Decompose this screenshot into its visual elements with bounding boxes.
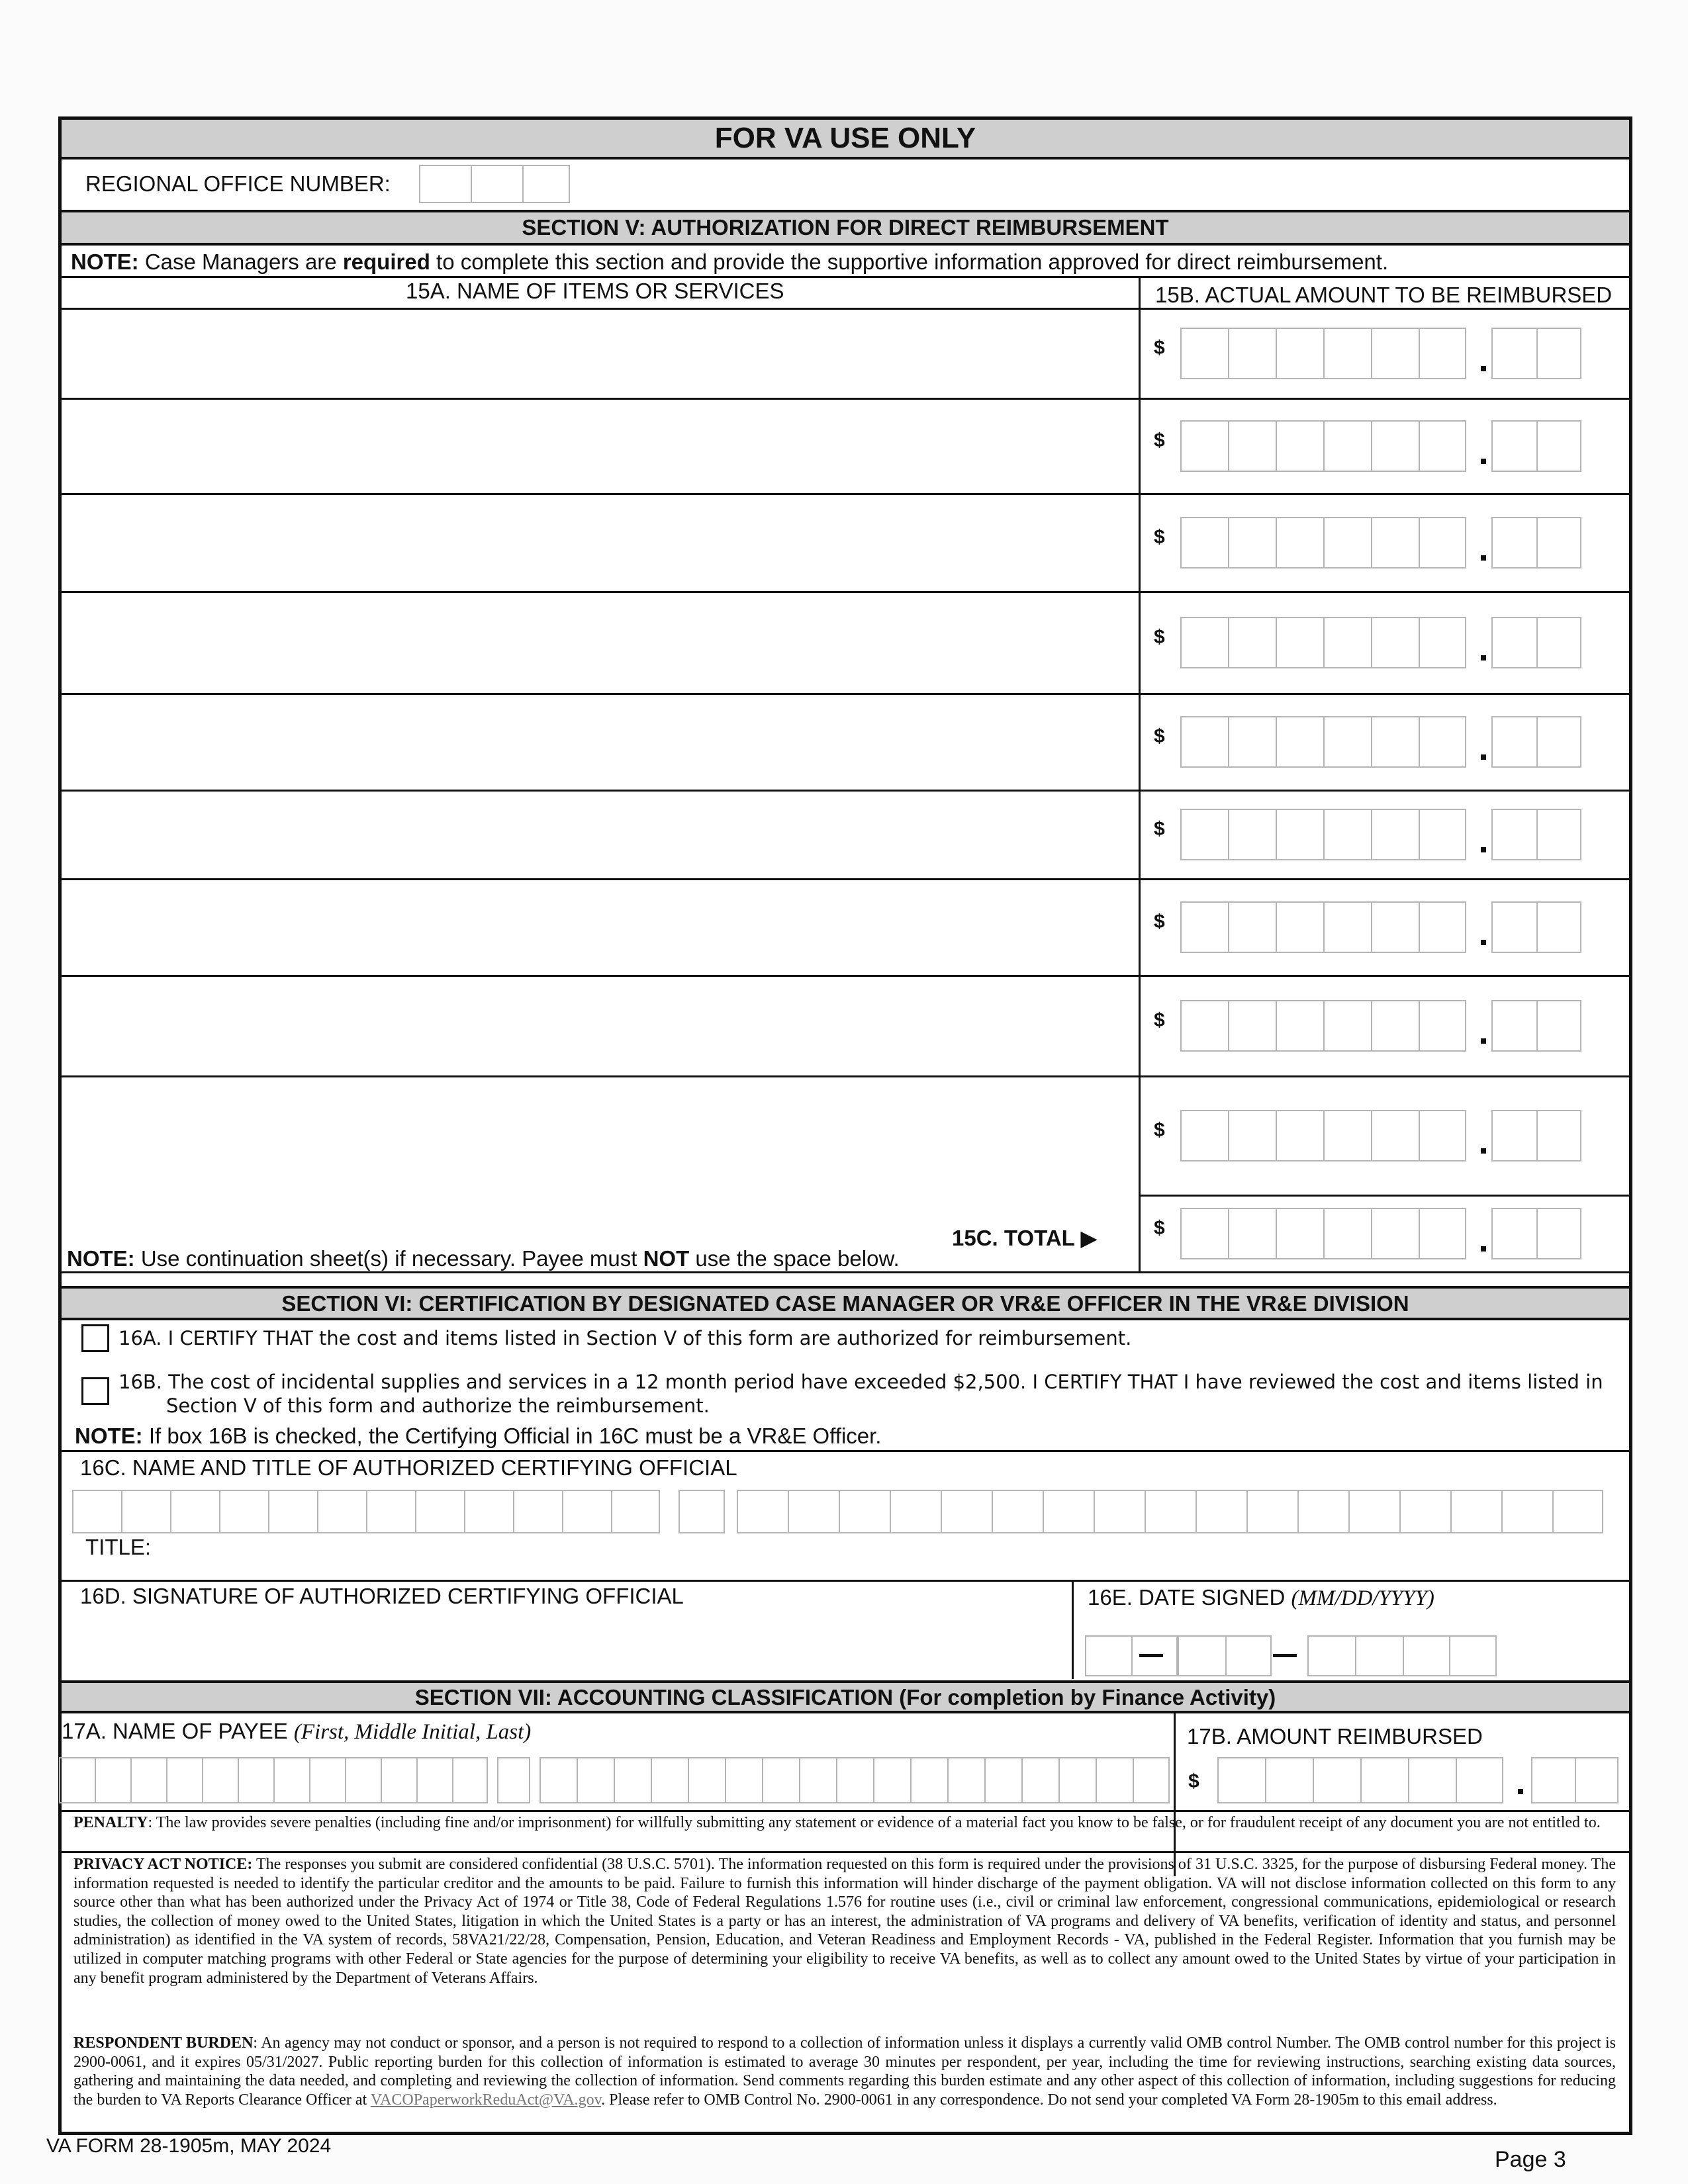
item-name-field[interactable]	[75, 700, 1127, 783]
dollar-sign: $	[1154, 1217, 1165, 1239]
amount-row-5-cents-field[interactable]	[1491, 716, 1581, 768]
date-year-field[interactable]	[1307, 1635, 1497, 1676]
divider	[62, 1851, 1629, 1853]
row-divider	[62, 878, 1629, 880]
checkbox-16b[interactable]	[81, 1377, 109, 1405]
form-id: VA FORM 28-1905m, MAY 2024	[46, 2135, 332, 2157]
item-name-field[interactable]	[75, 404, 1127, 486]
row-divider	[62, 693, 1629, 695]
divider	[62, 1271, 1629, 1273]
divider	[62, 1580, 1629, 1582]
amount-row-9-dollars-field[interactable]	[1180, 1110, 1466, 1161]
dollar-sign: $	[1154, 725, 1165, 747]
amount-reimbursed-label: 17B. AMOUNT REIMBURSED	[1187, 1724, 1483, 1749]
penalty-notice: PENALTY: The law provides severe penalties (including fine and/or imprisonment) for willfully submitting any statement or evidence of a material fact you know to be false, or for fraudulent receipt of any document you are not entitled to.	[73, 1814, 1601, 1831]
row-divider	[62, 1075, 1629, 1077]
cert-16b-text-line1: 16B. The cost of incidental supplies and services in a 12 month period have exceeded $2,500. I CERTIFY THAT I have reviewed the cost and items listed in	[118, 1371, 1603, 1393]
payee-last-name-field[interactable]	[539, 1757, 1170, 1803]
amount-row-9-cents-field[interactable]	[1491, 1110, 1581, 1161]
decimal-point	[1481, 459, 1486, 464]
continuation-note: NOTE: Use continuation sheet(s) if necessary. Payee must NOT use the space below.	[67, 1246, 900, 1271]
amount-row-6-dollars-field[interactable]	[1180, 809, 1466, 860]
item-name-field[interactable]	[75, 598, 1127, 686]
section-7-title: SECTION VII: ACCOUNTING CLASSIFICATION (For completion by Finance Activity)	[62, 1680, 1629, 1713]
dollar-sign: $	[1154, 526, 1165, 548]
item-name-field[interactable]	[75, 1082, 1127, 1188]
date-separator	[1139, 1654, 1163, 1657]
decimal-point	[1481, 940, 1486, 945]
respondent-burden-notice: RESPONDENT BURDEN: An agency may not conduct or sponsor, and a person is not required to respond to a collection of information unless it displays a currently valid OMB control Number. The OMB control number for this project is 2900-0061, and it expires 05/31/2027. Public reporting burden for this collection of information is estimated to average 30 minutes per respondent, per year, including the time for reviewing instructions, searching existing data sources, gathering and maintaining the data needed, and completing and reviewing the collection of information. Send comments regarding this burden estimate and any other aspect of this collection of information, including suggestions for reducing the burden to VA Reports Clearance Officer at VACOPaperworkReduAct@VA.gov. Please refer to OMB Control No. 2900-0061 in any correspondence. Do not send your completed VA Form 28-1905m to this email address.	[73, 2034, 1616, 2109]
total-amount-dollars-field[interactable]	[1180, 1208, 1466, 1259]
amount-row-3-dollars-field[interactable]	[1180, 517, 1466, 569]
amount-reimbursed-cents-field[interactable]	[1531, 1757, 1618, 1803]
row-divider	[62, 790, 1629, 792]
for-va-use-only-header: FOR VA USE ONLY	[62, 120, 1629, 159]
row-divider	[62, 591, 1629, 593]
amount-row-8-cents-field[interactable]	[1491, 1000, 1581, 1052]
column-divider	[1072, 1580, 1074, 1679]
amount-reimbursed-dollars-field[interactable]	[1217, 1757, 1503, 1803]
date-signed-label: 16E. DATE SIGNED (MM/DD/YYYY)	[1088, 1585, 1434, 1610]
dollar-sign: $	[1154, 337, 1165, 359]
dollar-sign: $	[1188, 1770, 1199, 1792]
regional-office-label: REGIONAL OFFICE NUMBER:	[85, 171, 391, 196]
dollar-sign: $	[1154, 430, 1165, 451]
divider	[62, 1450, 1629, 1452]
official-middle-initial-field[interactable]	[679, 1490, 725, 1533]
row-divider	[62, 398, 1629, 400]
decimal-point	[1481, 1148, 1486, 1154]
decimal-point	[1481, 555, 1486, 561]
clearance-officer-email-link[interactable]: VACOPaperworkReduAct@VA.gov	[370, 2091, 602, 2109]
amount-row-3-cents-field[interactable]	[1491, 517, 1581, 569]
item-name-field[interactable]	[75, 796, 1127, 872]
item-name-field[interactable]	[75, 314, 1127, 391]
signature-label: 16D. SIGNATURE OF AUTHORIZED CERTIFYING OFFICIAL	[80, 1584, 684, 1608]
item-name-field[interactable]	[75, 981, 1127, 1069]
decimal-point	[1518, 1789, 1523, 1794]
item-name-field[interactable]	[75, 500, 1127, 584]
decimal-point	[1481, 366, 1486, 371]
dollar-sign: $	[1154, 1009, 1165, 1031]
column-divider	[1139, 276, 1141, 1271]
divider	[62, 308, 1629, 310]
amount-row-2-cents-field[interactable]	[1491, 420, 1581, 472]
official-last-name-field[interactable]	[737, 1490, 1603, 1533]
date-day-field[interactable]	[1178, 1635, 1272, 1676]
dollar-sign: $	[1154, 818, 1165, 840]
amount-row-4-cents-field[interactable]	[1491, 617, 1581, 668]
total-amount-cents-field[interactable]	[1491, 1208, 1581, 1259]
amount-row-6-cents-field[interactable]	[1491, 809, 1581, 860]
checkbox-16a[interactable]	[81, 1324, 109, 1352]
section-5-title: SECTION V: AUTHORIZATION FOR DIRECT REIMBURSEMENT	[62, 210, 1629, 246]
official-first-name-field[interactable]	[72, 1490, 660, 1533]
date-month-field[interactable]	[1085, 1635, 1178, 1676]
page-number: Page 3	[1495, 2147, 1566, 2172]
column-header-items: 15A. NAME OF ITEMS OR SERVICES	[406, 279, 784, 303]
amount-row-1-dollars-field[interactable]	[1180, 328, 1466, 379]
regional-office-number-field[interactable]	[419, 165, 570, 203]
total-label: 15C. TOTAL ▶	[952, 1226, 1098, 1250]
amount-row-1-cents-field[interactable]	[1491, 328, 1581, 379]
dollar-sign: $	[1154, 911, 1165, 933]
amount-row-7-cents-field[interactable]	[1491, 901, 1581, 953]
row-divider	[62, 975, 1629, 977]
decimal-point	[1481, 847, 1486, 852]
column-header-amount: 15B. ACTUAL AMOUNT TO BE REIMBURSED	[1155, 283, 1613, 307]
section-6-title: SECTION VI: CERTIFICATION BY DESIGNATED CASE MANAGER OR VR&E OFFICER IN THE VR&E DIVISION	[62, 1286, 1629, 1320]
title-label: TITLE:	[85, 1535, 152, 1559]
signature-field[interactable]	[75, 1613, 1061, 1672]
row-divider	[1139, 1195, 1629, 1197]
amount-row-5-dollars-field[interactable]	[1180, 716, 1466, 768]
payee-first-name-field[interactable]	[59, 1757, 488, 1803]
divider	[62, 276, 1629, 278]
va-form	[58, 116, 1632, 2135]
item-name-field[interactable]	[75, 885, 1127, 968]
section-6-note: NOTE: If box 16B is checked, the Certifying Official in 16C must be a VR&E Officer.	[75, 1424, 882, 1448]
payee-middle-initial-field[interactable]	[497, 1757, 530, 1803]
decimal-point	[1481, 655, 1486, 660]
cert-16b-text-line2: Section V of this form and authorize the reimbursement.	[166, 1394, 710, 1417]
amount-row-8-dollars-field[interactable]	[1180, 1000, 1466, 1052]
name-title-label: 16C. NAME AND TITLE OF AUTHORIZED CERTIFYING OFFICIAL	[80, 1455, 737, 1480]
date-separator	[1273, 1654, 1297, 1657]
amount-row-2-dollars-field[interactable]	[1180, 420, 1466, 472]
section-5-note: NOTE: Case Managers are required to complete this section and provide the supportive information approved for direct reimbursement.	[71, 250, 1389, 274]
row-divider	[62, 493, 1629, 495]
dollar-sign: $	[1154, 626, 1165, 648]
dollar-sign: $	[1154, 1119, 1165, 1141]
decimal-point	[1481, 754, 1486, 760]
decimal-point	[1481, 1038, 1486, 1044]
amount-row-7-dollars-field[interactable]	[1180, 901, 1466, 953]
amount-row-4-dollars-field[interactable]	[1180, 617, 1466, 668]
cert-16a-text: 16A. I CERTIFY THAT the cost and items listed in Section V of this form are authorized for reimbursement.	[118, 1327, 1132, 1349]
payee-label: 17A. NAME OF PAYEE (First, Middle Initial, Last)	[62, 1719, 532, 1744]
divider	[62, 1810, 1629, 1812]
privacy-act-notice: PRIVACY ACT NOTICE: The responses you submit are considered confidential (38 U.S.C. 5701). The information requested on this form is required under the provisions of 31 U.S.C. 3325, for the purpose of disbursing Federal money. The information requested is needed to identify the particular creditor and the amounts to be paid. Failure to furnish this information will hinder discharge of the payment obligation. VA will not disclose information collected on this form to any source other than what has been authorized under the Privacy Act of 1974 or Title 38, Code of Federal Regulations 1.576 for routine uses (i.e., civil or criminal law enforcement, congressional communications, epidemiological or research studies, the collection of money owed to the United States, litigation in which the United States is a party or has an interest, the administration of VA programs and delivery of VA benefits, verification of identity and status, and personnel administration) as identified in the VA system of records, 58VA21/22/28, Compensation, Pension, Education, and Veteran Readiness and Employment Records - VA, published in the Federal Register. Information that you furnish may be utilized in computer matching programs with other Federal or State agencies for the purpose of determining your eligibility to receive VA benefits, as well as to collect any amount owed to the United States by virtue of your participation in any benefit program administered by the Department of Veterans Affairs.	[73, 1856, 1616, 1987]
decimal-point	[1481, 1246, 1486, 1251]
